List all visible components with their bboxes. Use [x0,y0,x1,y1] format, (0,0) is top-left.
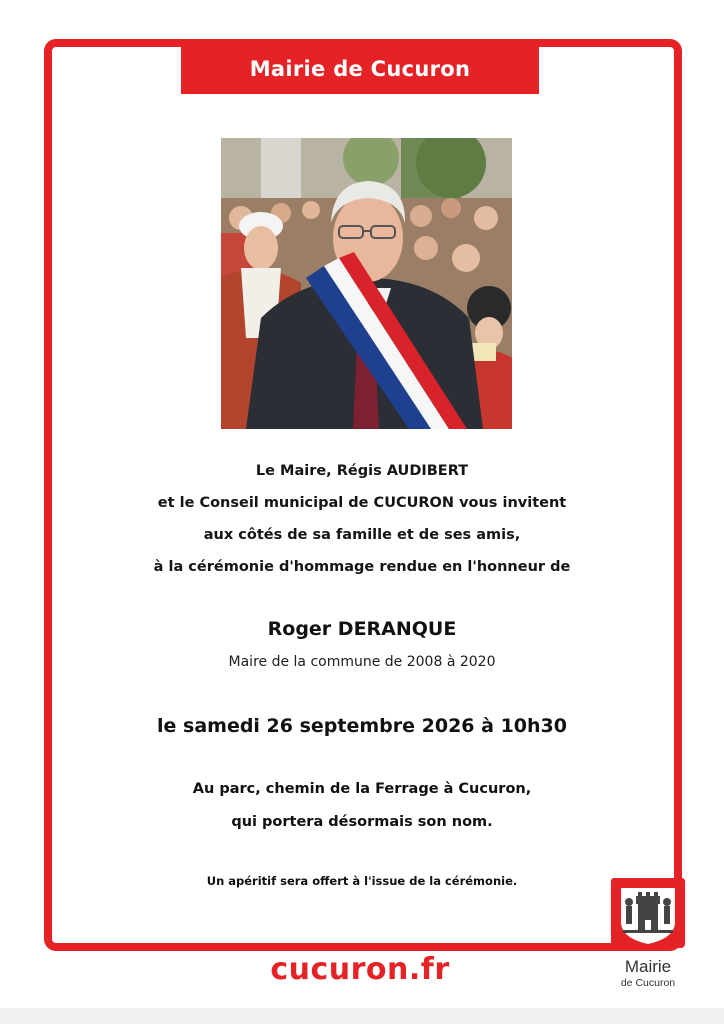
website-link[interactable]: cucuron.fr [270,952,450,987]
town-logo [611,878,685,994]
coat-of-arms-icon [611,878,685,948]
aperitif-note: Un apéritif sera offert à l'issue de la cérémonie. [206,874,518,888]
page-bottom-band [0,1008,724,1024]
header-title: Mairie de Cucuron [181,44,539,94]
event-place-line-1: Au parc, chemin de la Ferrage à Cucuron, [192,781,532,797]
honoree-role: Maire de la commune de 2008 à 2020 [228,654,496,670]
invitation-line-2: et le Conseil municipal de CUCURON vous invitent [157,495,567,511]
invitation-line-3: aux côtés de sa famille et de ses amis, [203,527,521,543]
logo-caption-mairie: Mairie [624,957,672,976]
honoree-name: Roger DERANQUE [267,618,457,640]
invitation-line-1: Le Maire, Régis AUDIBERT [255,463,469,479]
invitation-line-4: à la cérémonie d'hommage rendue en l'honneur de [153,559,571,575]
event-date: le samedi 26 septembre 2026 à 10h30 [157,715,567,737]
mayor-photo [221,138,512,429]
event-place-line-2: qui portera désormais son nom. [231,814,493,830]
logo-caption-town: de Cucuron [620,977,676,989]
